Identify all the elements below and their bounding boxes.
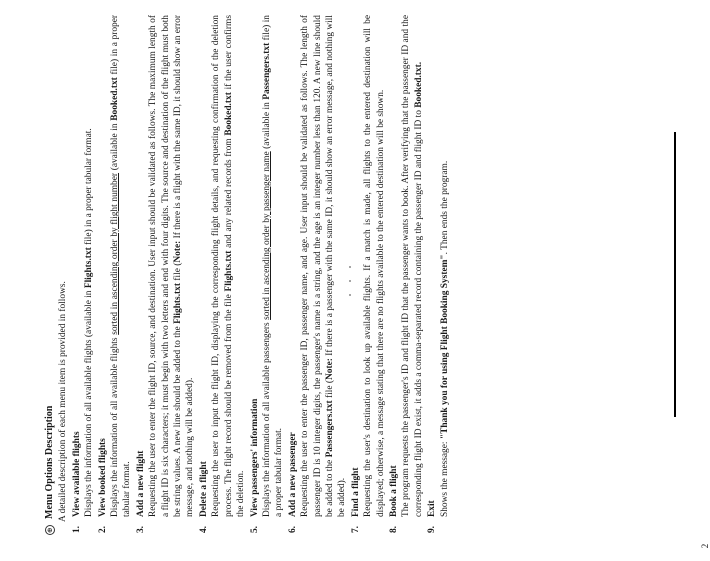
list-item (71, 15, 96, 535)
item-number: 9. (427, 525, 438, 533)
list-item (350, 15, 387, 535)
item-description: Requesting the user to enter the flight ID, source, and destination. User input should be validated as follows. The maximum length of a flight ID is six characters; it must begin with two letters and end with four digits. The source and destination of the flight must both be string values. A new line should be added to the Flights.txt file (Note: If there is a flight with the same ID, it should show an error message, and nothing will be added). (148, 15, 196, 517)
item-description: Displays the information of all available passengers sorted in ascending order by passenger name (available in Passengers.txt file) in a proper tabular format. (261, 15, 285, 517)
item-number: 7. (350, 525, 361, 533)
item-number: 5. (249, 525, 260, 533)
item-title: Add a new flight (135, 450, 146, 517)
item-number: 8. (388, 525, 399, 533)
item-title: Add a new passenger (287, 432, 298, 517)
list-item (198, 15, 248, 535)
item-description: Displays the information of all available flights (available in Flights.txt file) in a proper tabular format. (84, 128, 95, 517)
item-title: Delete a flight (198, 461, 209, 517)
item-title: Exit (427, 500, 438, 517)
document-page (44, 15, 452, 535)
list-item (97, 15, 134, 535)
item-title: View available flights (71, 431, 82, 517)
item-description: Requesting the user's destination to look up available flights. If a match is made, all flights to the entered destination will be displayed; otherwise, a message stating that there are no flights available to the entered destination will be shown. (363, 15, 386, 517)
intro-text: A detailed description of each menu item is provided in follows. (58, 281, 69, 522)
circled-bullet-icon: ⊕ (45, 525, 55, 535)
item-description: Shows the message: "Thank you for using Flight Booking System". Then ends the program. (439, 160, 450, 517)
item-number: 1. (71, 525, 82, 533)
item-description: The program requests the passenger's ID and flight ID that the passenger wants to book. After verifying that the passenger ID and the corresponding flight ID exist, it adds a comma-separated record containing the passenger ID and flight ID to Booked.txt. (401, 15, 424, 517)
page-number: 2 (700, 543, 710, 549)
list-item (426, 15, 451, 535)
item-description: Requesting the user to enter the passenger ID, passenger name, and age. User input should be validated as follows. The length of passenger ID is 10 integer digits, the passenger's name is a string, and the age is an integer number less than 120. A new line should be added to the Passengers.txt file (Note: If there is a passenger with the same ID, it should show an error message, and nothing will be added). (300, 15, 348, 517)
list-item (388, 15, 425, 535)
item-number: 3. (135, 525, 146, 533)
item-title: View booked flights (97, 438, 108, 517)
section-heading (44, 15, 56, 535)
item-number: 4. (198, 525, 209, 533)
page-edge-divider (674, 132, 676, 417)
item-number: 2. (97, 525, 108, 533)
list-item (287, 15, 349, 535)
menu-options-list (71, 15, 451, 535)
item-description: Displays the information of all available flights sorted in ascending order by flight number (available in Booked.txt file) in a proper tabular format. (110, 14, 133, 517)
item-title: Find a flight (350, 467, 361, 517)
item-title: View passengers' information (249, 398, 260, 517)
list-item (135, 15, 197, 535)
list-item (249, 15, 286, 535)
item-description: Requesting the user to input the flight ID, displaying the corresponding flight details, and requesting confirmation of the deletion process. The flight record should be removed from the file Flights.txt and any related records from Booked.txt if the user confirms the deletion. (211, 15, 247, 517)
item-number: 6. (287, 525, 298, 533)
heading-text: Menu Options Description (44, 405, 55, 519)
item-title: Book a flight (388, 465, 399, 517)
